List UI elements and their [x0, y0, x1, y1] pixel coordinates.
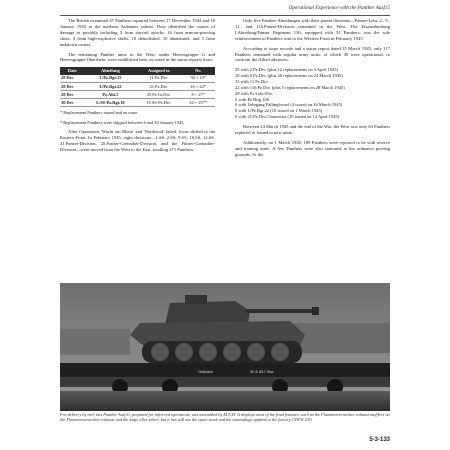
wagon-code-marking: Ostbahn [198, 369, 214, 374]
list-item: 18 with 9.Pz.Div. (plus 20 replacements on 24 March 1945) [235, 73, 343, 79]
table-cell: 16 + 22* [181, 82, 215, 90]
list-item: 22 with 116.Pz.Div. (plus 5 replacements on 28 March 1945) [235, 84, 345, 90]
table-header-row [60, 67, 215, 75]
list-item: 33 with 11.Pz.Div. [235, 79, 269, 85]
panther-on-rail-car-photo [60, 283, 390, 411]
list-item: 5 with Pz.Brig.106 [235, 96, 270, 102]
table-cell: I./Pz.Rgt.15 [85, 75, 136, 83]
table-cell: 8 + 27* [181, 91, 215, 99]
table-note-2: * Replacement Panthers were shipped between 6 and 10 January 1945. [60, 119, 185, 125]
table-row [60, 91, 215, 99]
intro-paragraph: The British examined 47 Panthers captured between 17 December 1944 and 16 January 1945 in the northern Ardennes salient. They identified the causes of damage as possibly including 3 from aircraft attacks, 16 from armour-piercing shots, 3 from high-explosive shells, 10 demolished, 10 abandoned, and 5 from unknown causes. [60, 18, 215, 47]
list-item: 0 with Lehrgang Fallingbostel (4 issued on 16 March 1945) [235, 102, 343, 108]
list-item: 0 with I./Pz.Rgt.22 (10 issued on 1 March 1945) [235, 108, 323, 114]
table-note-1: * Replacement Panthers issued and en route. [60, 110, 139, 116]
table-cell: I./Pz.Rgt.22 [85, 82, 136, 90]
after-ops-paragraph: After Operations 'Wacht am Rhein' and 'Nordwind' failed, focus shifted to the Eastern Front. In February 1945, eight divisions—1.SS, 2.SS, 9.SS, 10.SS, 12.SS, 21.Panzer-Division, 25.Panzer-Grenadier-Division, and the Führer-Grenadier-Division—were moved from the West to the East, totalling 271 Panthers. [60, 129, 215, 153]
table-cell: 25.Pz.Gr.Div. [136, 91, 181, 99]
list-item: 0 with 25.Pz.Div.Clausewitz (10 issued on 14 April 1945) [235, 114, 340, 120]
list-item: 35 with 2.Pz.Div. (plus 12 replacements on 3 April 1945) [235, 67, 338, 73]
panther-units-table [60, 67, 215, 107]
running-header [60, 5, 390, 16]
table-cell: 30 Dec [60, 99, 85, 107]
table-cell: 58 + 10* [181, 75, 215, 83]
table-cell: 28 Dec [60, 75, 85, 83]
table-cell: 28 Dec [60, 91, 85, 99]
page-number: 5-3-133 [369, 437, 390, 443]
table-row [60, 82, 215, 90]
table-header-nr: Nr. [181, 67, 215, 75]
table-row [60, 99, 215, 107]
table-header-abteilung: Abteilung [85, 67, 136, 75]
table-cell: 11.Pz.Div. [136, 75, 181, 83]
table-cell: 10.SS-Pz.Div. [136, 99, 181, 107]
left-column [60, 18, 215, 157]
table-row [60, 75, 215, 83]
table-cell: 34 + 25** [181, 99, 215, 107]
table-header-assigned: Assigned to [136, 67, 181, 75]
car-number-marking: 30 6 857 Stw [250, 369, 274, 374]
table-cell: Pz.Abt.5 [85, 91, 136, 99]
according-paragraph: According to issue records and a status report dated 15 March 1945, only 117 Panthers remained with regular army units, of which 49 were operational, to confront the Allied advances. [235, 45, 390, 63]
list-item: 29 with Pz.Lehr-Div. [235, 90, 273, 96]
table-cell: 28 Dec [60, 82, 85, 90]
header-title: Operational Experience with the Panther Ausf.G [288, 5, 390, 11]
photo-caption: For delivery by rail, this Panther Ausf.G, prepared for infra-red operations, was assembled by M.N.H. It displays most of the final features, such as the Flammenvernichter exhaust mufflers on the Flammenvernichter exhaust and the large idler wheel, but it has still not the spare track and the camouflage applied at the factory. (NWW 2/0) [60, 412, 390, 423]
table-cell: I./SS-Pz.Rgt.10 [85, 99, 136, 107]
between-paragraph: Between 24 March 1945 and the end of the War, the West saw only 63 Panthers replaced or issued to new units. [235, 123, 390, 135]
units-paragraph: The remaining Panther units in the West, under Heeresgruppe G and Heeresgruppe Oberrhein, were established here, as noted in the status reports from: [60, 51, 215, 63]
table-cell: 21.Pz.Div. [136, 82, 181, 90]
right-column [235, 18, 390, 161]
unit-strength-list [235, 67, 390, 120]
table-header-date: Date [60, 67, 85, 75]
only-five-paragraph: Only five Panther-Abteilungen with their parent divisions—Panzer-Lehr, 2., 9., 11., and 116.Panzer-Division—remained in the West. The Ersatzabteilung I.Abteilung/Panzer Regiment 130, equipped with 31 Panthers, was the sole reinforcement of Panthers sent to the Western Front in February 1945. [235, 18, 390, 41]
additionally-paragraph: Additionally, on 1 March 1945, 189 Panthers were reported to be with reserve and training units. A few Panthers were also stationed at the ordnance proving grounds. At the [235, 139, 390, 157]
